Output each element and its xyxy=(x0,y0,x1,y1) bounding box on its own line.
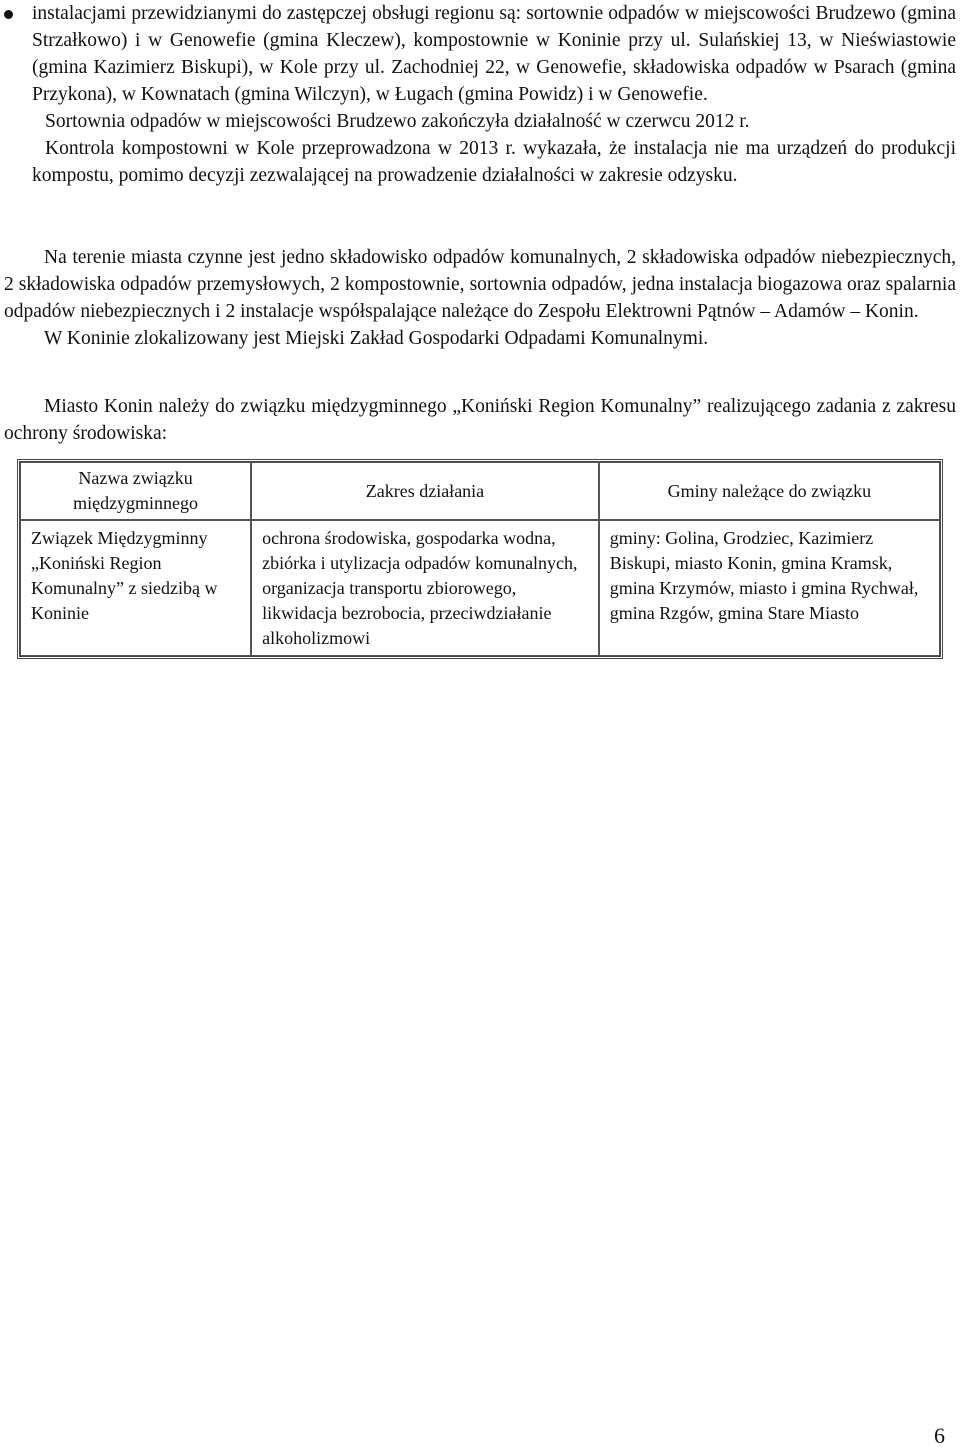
table-header-scope: Zakres działania xyxy=(251,462,599,520)
table-cell-union-name: Związek Międzygminny „Koniński Region Komunalny” z siedzibą w Koninie xyxy=(20,520,251,656)
bullet-text-installations: instalacjami przewidzianymi do zastępczej obsługi regionu są: sortownie odpadów w miejscowości Brudzewo (gmina Strzałkowo) i w Genowefie (gmina Kleczew), kompostownie w Koninie przy ul. Sulańskiej 13, w Nieświastowie (gmina Kazimierz Biskupi), w Kole przy ul. Zachodniej 22, w Genowefie, składowiska odpadów w Psarach (gmina Przykona), w Kownatach (gmina Wilczyn), w Ługach (gmina Powidz) i w Genowefie. xyxy=(32,3,956,105)
table-header-name: Nazwa związku międzygminnego xyxy=(20,462,251,520)
union-table xyxy=(17,459,943,659)
paragraph-union-intro: Miasto Konin należy do związku międzygminnego „Koniński Region Komunalny” realizującego zadania z zakresu ochrony środowiska: xyxy=(4,396,956,444)
paragraph-city-facilities: Na terenie miasta czynne jest jedno składowisko odpadów komunalnych, 2 składowiska odpadów niebezpiecznych, 2 składowiska odpadów przemysłowych, 2 kompostownie, sortownia odpadów, jedna instalacja biogazowa oraz spalarnia odpadów niebezpiecznych i 2 instalacje współspalające należące do Zespołu Elektrowni Pątnów – Adamów – Konin. xyxy=(4,247,956,322)
union-intro-section xyxy=(4,393,956,447)
city-facilities-section xyxy=(4,244,956,352)
paragraph-mzgok: W Koninie zlokalizowany jest Miejski Zakład Gospodarki Odpadami Komunalnymi. xyxy=(44,328,709,349)
table-cell-union-scope: ochrona środowiska, gospodarka wodna, zbiórka i utylizacja odpadów komunalnych, organizacja transportu zbiorowego, likwidacja bezrobocia, przeciwdziałanie alkoholizmowi xyxy=(251,520,599,656)
bullet-marker xyxy=(4,10,13,19)
page-number: 6 xyxy=(934,1423,945,1448)
bullet-text-kontrola: Kontrola kompostowni w Kole przeprowadzona w 2013 r. wykazała, że instalacja nie ma urządzeń do produkcji kompostu, pomimo decyzji zezwalającej na prowadzenie działalności w zakresie odzysku. xyxy=(32,138,956,186)
table-header-row xyxy=(20,462,940,520)
bullet-item xyxy=(32,0,956,189)
bullet-text-sortownia: Sortownia odpadów w miejscowości Brudzewo zakończyła działalność w czerwcu 2012 r. xyxy=(45,111,750,132)
table-header-members: Gminy należące do związku xyxy=(599,462,940,520)
table-cell-union-members: gminy: Golina, Grodziec, Kazimierz Biskupi, miasto Konin, gmina Kramsk, gmina Krzymów, miasto i gmina Rychwał, gmina Rzgów, gmina Stare Miasto xyxy=(599,520,940,656)
table-row xyxy=(20,520,940,656)
